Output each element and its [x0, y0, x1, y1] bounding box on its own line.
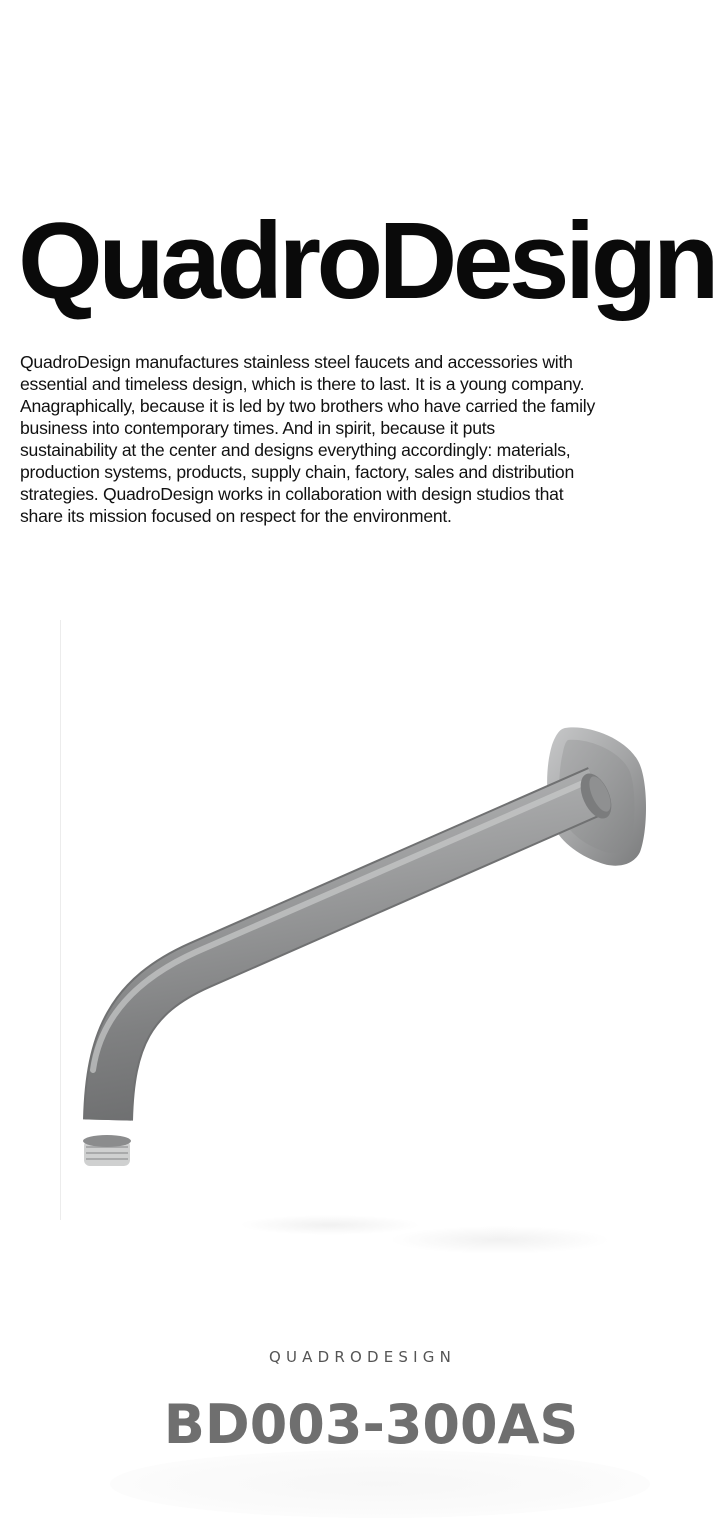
description-line: QuadroDesign manufactures stainless steel faucets and accessories with: [20, 352, 573, 372]
product-brand-caption: QUADRODESIGN: [268, 1348, 457, 1366]
description-line: production systems, products, supply chain, factory, sales and distribution: [20, 462, 574, 482]
floor-shadow: [390, 1226, 610, 1254]
product-image: [0, 600, 720, 1300]
description-line: Anagraphically, because it is led by two brothers who have carried the family: [20, 396, 596, 416]
shower-arm-icon: [0, 600, 720, 1300]
description-line: business into contemporary times. And in spirit, because it puts: [20, 418, 495, 438]
description-line: sustainability at the center and designs everything accordingly: materials,: [20, 440, 571, 460]
description-line: share its mission focused on respect for the environment.: [20, 506, 452, 526]
pipe-body: [108, 790, 598, 1120]
description-line: essential and timeless design, which is there to last. It is a young company.: [20, 374, 585, 394]
brand-description: [20, 351, 710, 527]
bottom-glow: [110, 1450, 650, 1518]
description-line: strategies. QuadroDesign works in collaboration with design studios that: [20, 484, 564, 504]
brand-title: QuadroDesign: [18, 200, 715, 322]
outlet-rim: [83, 1135, 131, 1147]
floor-shadow: [240, 1215, 420, 1235]
product-model-number: BD003-300AS: [163, 1393, 579, 1456]
